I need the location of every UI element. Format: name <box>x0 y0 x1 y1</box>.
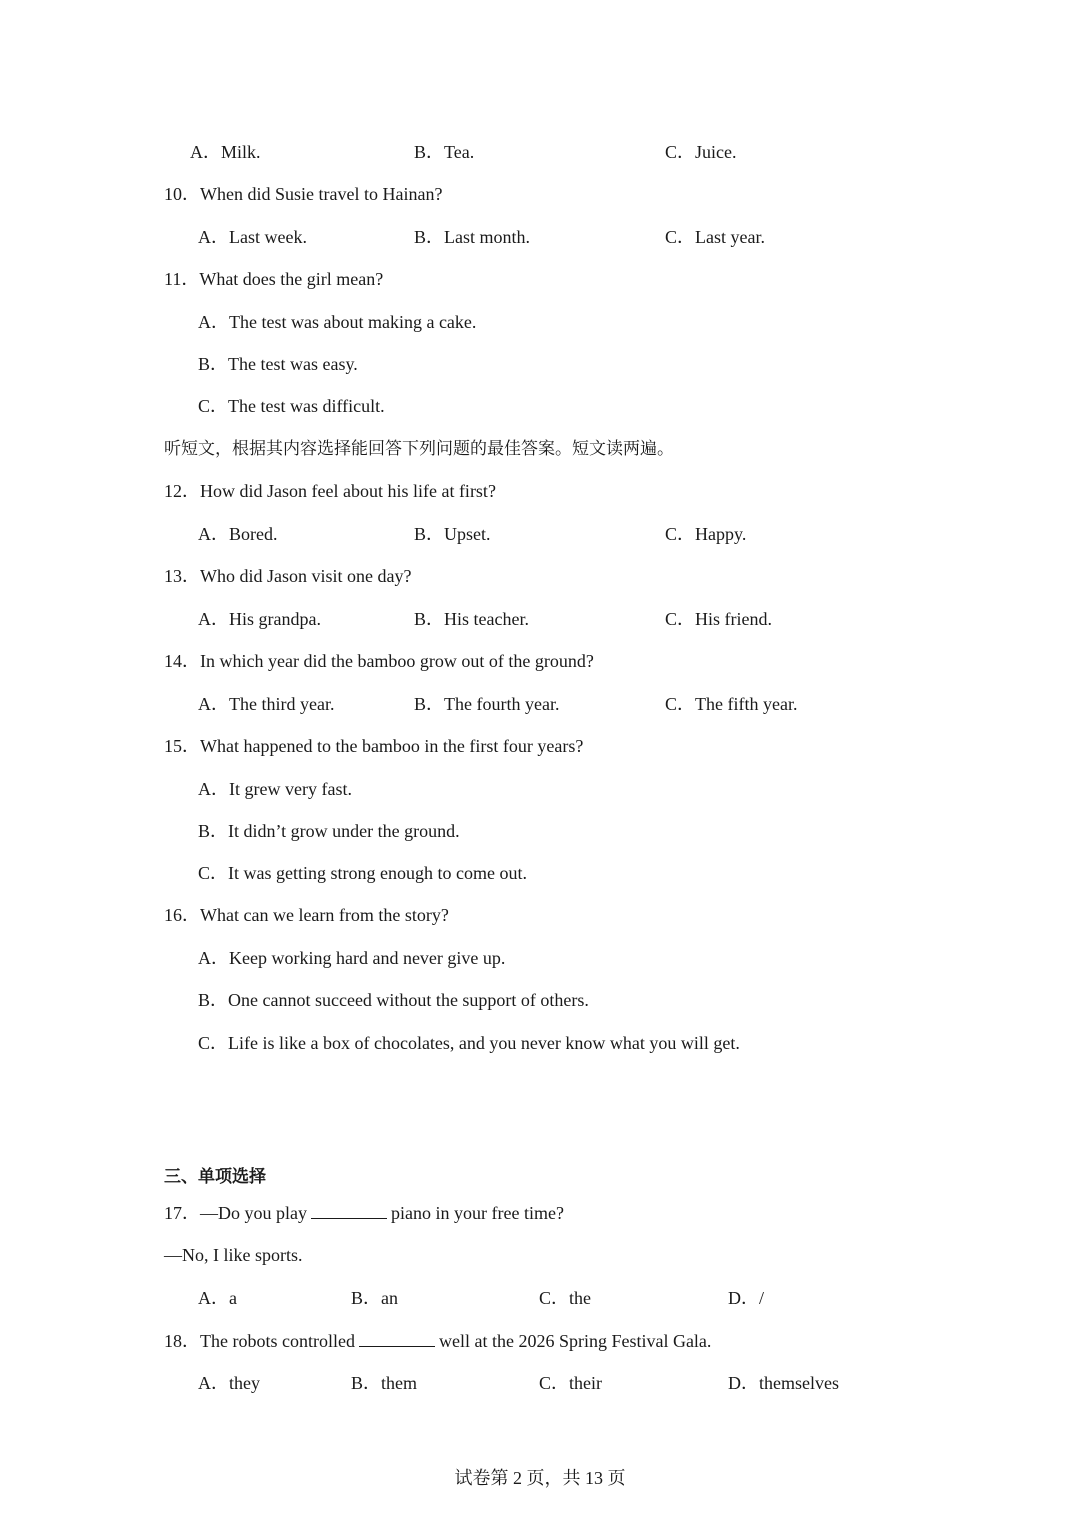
q14-option-b: B．The fourth year. <box>414 694 560 714</box>
q13-option-b: B．His teacher. <box>414 609 529 629</box>
q9-option-a: A．Milk. <box>190 142 261 162</box>
q9-option-c: C．Juice. <box>665 142 737 162</box>
q11-option-c: C．The test was difficult. <box>198 396 385 416</box>
q13-question: 13．Who did Jason visit one day? <box>164 566 412 586</box>
q17-question <box>164 1200 564 1225</box>
q16-option-a: A．Keep working hard and never give up. <box>198 948 506 968</box>
q18-question <box>164 1328 711 1353</box>
q13-option-a: A．His grandpa. <box>198 609 321 629</box>
q15-question: 15．What happened to the bamboo in the first four years? <box>164 736 584 756</box>
q10-option-c: C．Last year. <box>665 227 765 247</box>
q10-option-b: B．Last month. <box>414 227 530 247</box>
q9-option-b: B．Tea. <box>414 142 475 162</box>
q14-option-a: A．The third year. <box>198 694 335 714</box>
q17-option-d: D．/ <box>728 1288 764 1308</box>
q17-option-a: A．a <box>198 1288 237 1308</box>
q12-option-c: C．Happy. <box>665 524 747 544</box>
q12-question: 12．How did Jason feel about his life at first? <box>164 481 496 501</box>
q18-option-c: C．their <box>539 1373 602 1393</box>
q15-option-b: B．It didn’t grow under the ground. <box>198 821 460 841</box>
q10-option-a: A．Last week. <box>198 227 307 247</box>
q12-option-a: A．Bored. <box>198 524 278 544</box>
q14-option-c: C．The fifth year. <box>665 694 798 714</box>
q10-question: 10．When did Susie travel to Hainan? <box>164 184 443 204</box>
q17-option-b: B．an <box>351 1288 398 1308</box>
page-footer: 试卷第 2 页，共 13 页 <box>454 1468 626 1488</box>
q17-option-c: C．the <box>539 1288 591 1308</box>
q15-option-c: C．It was getting strong enough to come out. <box>198 863 527 883</box>
q17-text-after: piano in your free time? <box>391 1203 564 1223</box>
passage-instruction: 听短文，根据其内容选择能回答下列问题的最佳答案。短文读两遍。 <box>164 439 674 459</box>
q11-option-b: B．The test was easy. <box>198 354 358 374</box>
section3-title: 三、单项选择 <box>164 1167 266 1187</box>
q18-text-after: well at the 2026 Spring Festival Gala. <box>438 1331 712 1351</box>
q18-option-b: B．them <box>351 1373 417 1393</box>
q17-reply: —No, I like sports. <box>164 1245 303 1265</box>
q17-text-before: 17．—Do you play <box>164 1203 307 1223</box>
q18-text-before: 18．The robots controlled <box>164 1331 355 1351</box>
q18-option-d: D．themselves <box>728 1373 839 1393</box>
q16-question: 16．What can we learn from the story? <box>164 905 449 925</box>
q11-question: 11．What does the girl mean? <box>164 269 384 289</box>
q11-option-a: A．The test was about making a cake. <box>198 312 477 332</box>
q17-blank <box>311 1200 387 1219</box>
q15-option-a: A．It grew very fast. <box>198 779 352 799</box>
q16-option-c: C．Life is like a box of chocolates, and you never know what you will get. <box>198 1033 740 1053</box>
q12-option-b: B．Upset. <box>414 524 491 544</box>
q18-option-a: A．they <box>198 1373 260 1393</box>
q16-option-b: B．One cannot succeed without the support of others. <box>198 990 589 1010</box>
q14-question: 14．In which year did the bamboo grow out of the ground? <box>164 651 594 671</box>
q13-option-c: C．His friend. <box>665 609 772 629</box>
q18-blank <box>359 1328 435 1347</box>
